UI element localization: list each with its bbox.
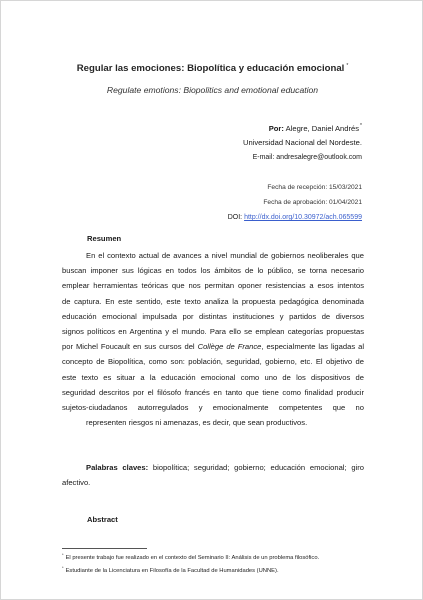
author-prefix: Por: bbox=[268, 124, 284, 133]
resumen-line: concepto de Biopolítica, como son: población, seguridad, gobierno, etc. El objetivo de bbox=[62, 357, 364, 367]
resumen-heading: Resumen bbox=[87, 234, 122, 243]
resumen-line: por Michel Foucault en sus cursos del Collège de France, especialmente las ligadas al bbox=[62, 342, 364, 352]
footnote-item bbox=[62, 563, 372, 576]
footnote-divider bbox=[62, 548, 147, 549]
author-name: Alegre, Daniel Andrés bbox=[285, 124, 360, 133]
resumen-line: En el contexto actual de avances a nivel mundial de gobiernos neoliberales que bbox=[86, 251, 364, 260]
doi-label: DOI: bbox=[227, 214, 243, 221]
keywords-text: biopolítica; seguridad; gobierno; educación emocional; giro bbox=[152, 463, 364, 472]
author-footnote-mark: * bbox=[360, 123, 362, 129]
resumen-line: este texto es situar a la educación emocional como uno de los dispositivos de bbox=[62, 372, 364, 382]
paper-subtitle: Regulate emotions: Biopolitics and emotional education bbox=[106, 85, 319, 95]
footnote-text: El presente trabajo fue realizado en el contexto del Seminario II: Análisis de un problema filosófico. bbox=[65, 555, 320, 561]
footnote-text: Estudiante de la Licenciatura en Filosofía de la Facultad de Humanidades (UNNE). bbox=[65, 568, 279, 574]
course-name: Collège de France bbox=[197, 342, 262, 352]
footnote-mark: * bbox=[62, 565, 64, 570]
paper-title: Regular las emociones: Biopolítica y educación emocional * bbox=[76, 63, 349, 74]
resumen-line: seguridad descritos por el filósofo francés en tanto que tiene como finalidad producir bbox=[62, 387, 364, 397]
title-footnote-mark: * bbox=[346, 63, 349, 69]
keywords-line bbox=[62, 460, 364, 475]
resumen-line: educación emocional impulsada por distintas instituciones y partidos de diversos bbox=[62, 311, 364, 321]
keywords-label: Palabras claves: bbox=[86, 463, 149, 472]
resumen-line: emplear herramientas teóricas que nos permitan oponer resistencias a esos intentos bbox=[62, 281, 364, 291]
footnote-item bbox=[62, 550, 372, 563]
author-email: E-mail: andresalegre@outlook.com bbox=[252, 154, 362, 161]
author-university: Universidad Nacional del Nordeste. bbox=[242, 138, 362, 147]
doi-link[interactable]: http://dx.doi.org/10.30972/ach.065599 bbox=[244, 214, 362, 221]
resumen-line: signos políticos en Argentina y el mundo. Para ello se emplean categorías propuestas bbox=[62, 326, 364, 336]
resumen-line: sujetos-ciudadanos autorregulados y emocionalmente competentes que no bbox=[62, 402, 364, 412]
doi-line bbox=[228, 214, 362, 221]
resumen-line: buscan imponer sus lógicas en todos los ámbitos de lo público, se torna necesario bbox=[62, 266, 364, 276]
received-date: Fecha de recepción: 15/03/2021 bbox=[267, 184, 362, 191]
resumen-line: representen riesgos ni amenazas, es decir, que sean productivos. bbox=[86, 418, 308, 428]
approved-date: Fecha de aprobación: 01/04/2021 bbox=[263, 199, 362, 206]
author-line bbox=[269, 123, 362, 133]
resumen-paragraph bbox=[62, 248, 364, 430]
footnotes bbox=[62, 550, 372, 576]
footnote-mark: * bbox=[62, 552, 64, 557]
resumen-line: de captura. En este sentido, este texto analiza la propuesta pedagógica denominada bbox=[62, 296, 364, 306]
abstract-heading: Abstract bbox=[87, 515, 118, 524]
keywords-line: afectivo. bbox=[62, 478, 91, 488]
keywords-paragraph bbox=[62, 460, 364, 490]
